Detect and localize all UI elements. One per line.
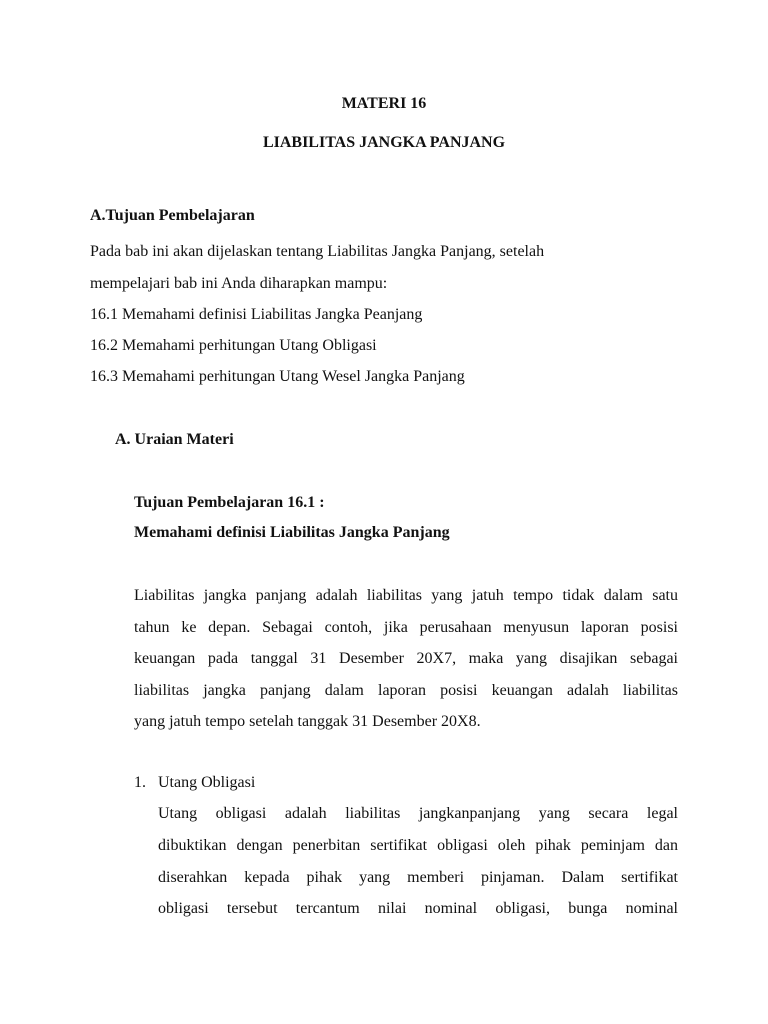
sub-heading: Tujuan Pembelajaran 16.1 : (134, 494, 325, 511)
list-item-number: 1. (134, 774, 146, 791)
list-item-line: diserahkan kepada pihak yang memberi pinjaman. Dalam sertifikat (158, 869, 678, 886)
goal-item: 16.3 Memahami perhitungan Utang Wesel Jangka Panjang (90, 368, 465, 385)
sub-heading: Memahami definisi Liabilitas Jangka Panjang (134, 524, 450, 541)
paragraph-line: keuangan pada tanggal 31 Desember 20X7, maka yang disajikan sebagai (134, 650, 678, 667)
section-heading-tujuan: A.Tujuan Pembelajaran (90, 207, 255, 224)
goal-item: 16.1 Memahami definisi Liabilitas Jangka Peanjang (90, 306, 423, 323)
list-item-line: Utang obligasi adalah liabilitas jangkanpanjang yang secara legal (158, 805, 678, 822)
list-item-title: Utang Obligasi (158, 774, 256, 791)
paragraph-line: yang jatuh tempo setelah tanggak 31 Desember 20X8. (134, 713, 481, 730)
goal-item: 16.2 Memahami perhitungan Utang Obligasi (90, 337, 377, 354)
paragraph-line: tahun ke depan. Sebagai contoh, jika perusahaan menyusun laporan posisi (134, 619, 678, 636)
document-title: LIABILITAS JANGKA PANJANG (262, 134, 506, 151)
section-heading-uraian: A. Uraian Materi (115, 431, 234, 448)
list-item-line: obligasi tersebut tercantum nilai nominal obligasi, bunga nominal (158, 900, 678, 917)
materi-number: MATERI 16 (341, 95, 427, 112)
intro-line: mempelajari bab ini Anda diharapkan mampu: (90, 275, 388, 292)
paragraph-line: liabilitas jangka panjang dalam laporan posisi keuangan adalah liabilitas (134, 682, 678, 699)
list-item-line: dibuktikan dengan penerbitan sertifikat obligasi oleh pihak peminjam dan (158, 837, 678, 854)
paragraph-line: Liabilitas jangka panjang adalah liabilitas yang jatuh tempo tidak dalam satu (134, 587, 678, 604)
intro-line: Pada bab ini akan dijelaskan tentang Liabilitas Jangka Panjang, setelah (90, 243, 545, 260)
